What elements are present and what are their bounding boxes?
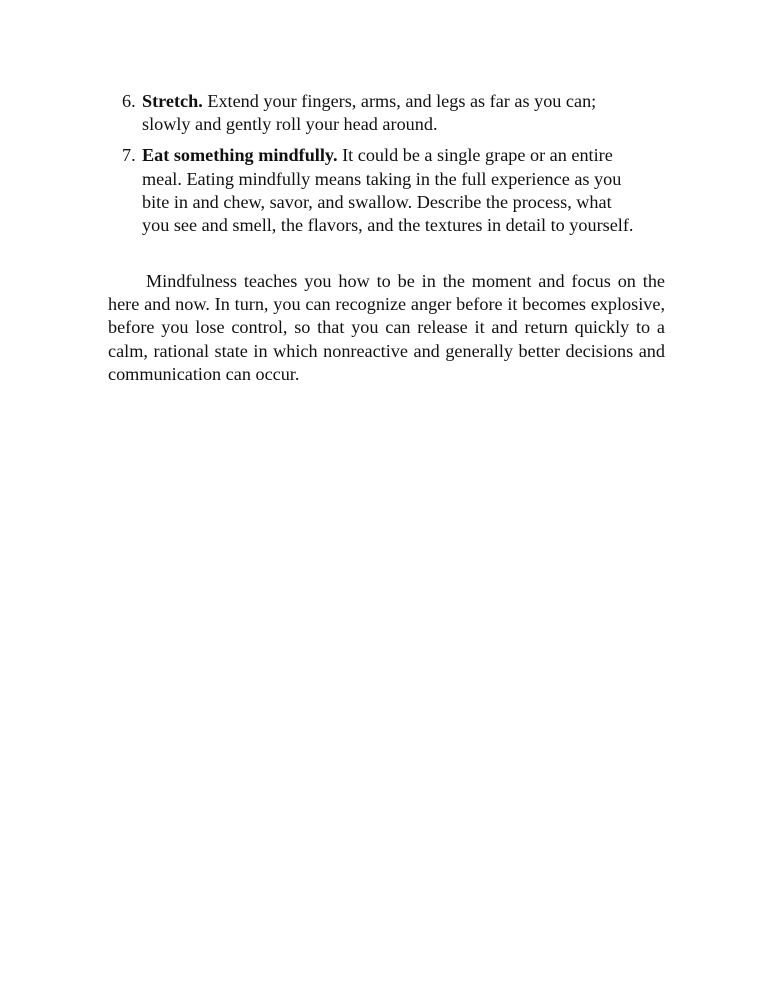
- list-item-number: 6.: [122, 91, 136, 111]
- body-paragraph: Mindfulness teaches you how to be in the moment and focus on the here and now. In turn, you can recognize anger before it becomes explosive, before you lose control, so that you can release it and return quickly to a calm, rational state in which nonreactive and generally better decisions and communication can occur.: [108, 271, 665, 384]
- list-item-text: [142, 90, 642, 136]
- list-item-stretch: [108, 90, 668, 136]
- list-item-lead: Eat something mindfully.: [142, 145, 338, 166]
- numbered-list: [108, 90, 668, 245]
- list-item-lead: Stretch.: [142, 91, 203, 111]
- list-item-number: 7.: [122, 145, 136, 166]
- list-item-text: [142, 144, 642, 237]
- list-item-body: Extend your fingers, arms, and legs as far as you can; slowly and gently roll your head around.: [142, 91, 597, 135]
- list-item-body: It could be a single grape or an entire meal. Eating mindfully means taking in the full experience as you bite in and chew, savor, and swallow. Describe the process, what you see and smell, the flavors, and the textures in detail to yourself.: [142, 145, 634, 236]
- list-item-eat-mindfully: [108, 144, 668, 237]
